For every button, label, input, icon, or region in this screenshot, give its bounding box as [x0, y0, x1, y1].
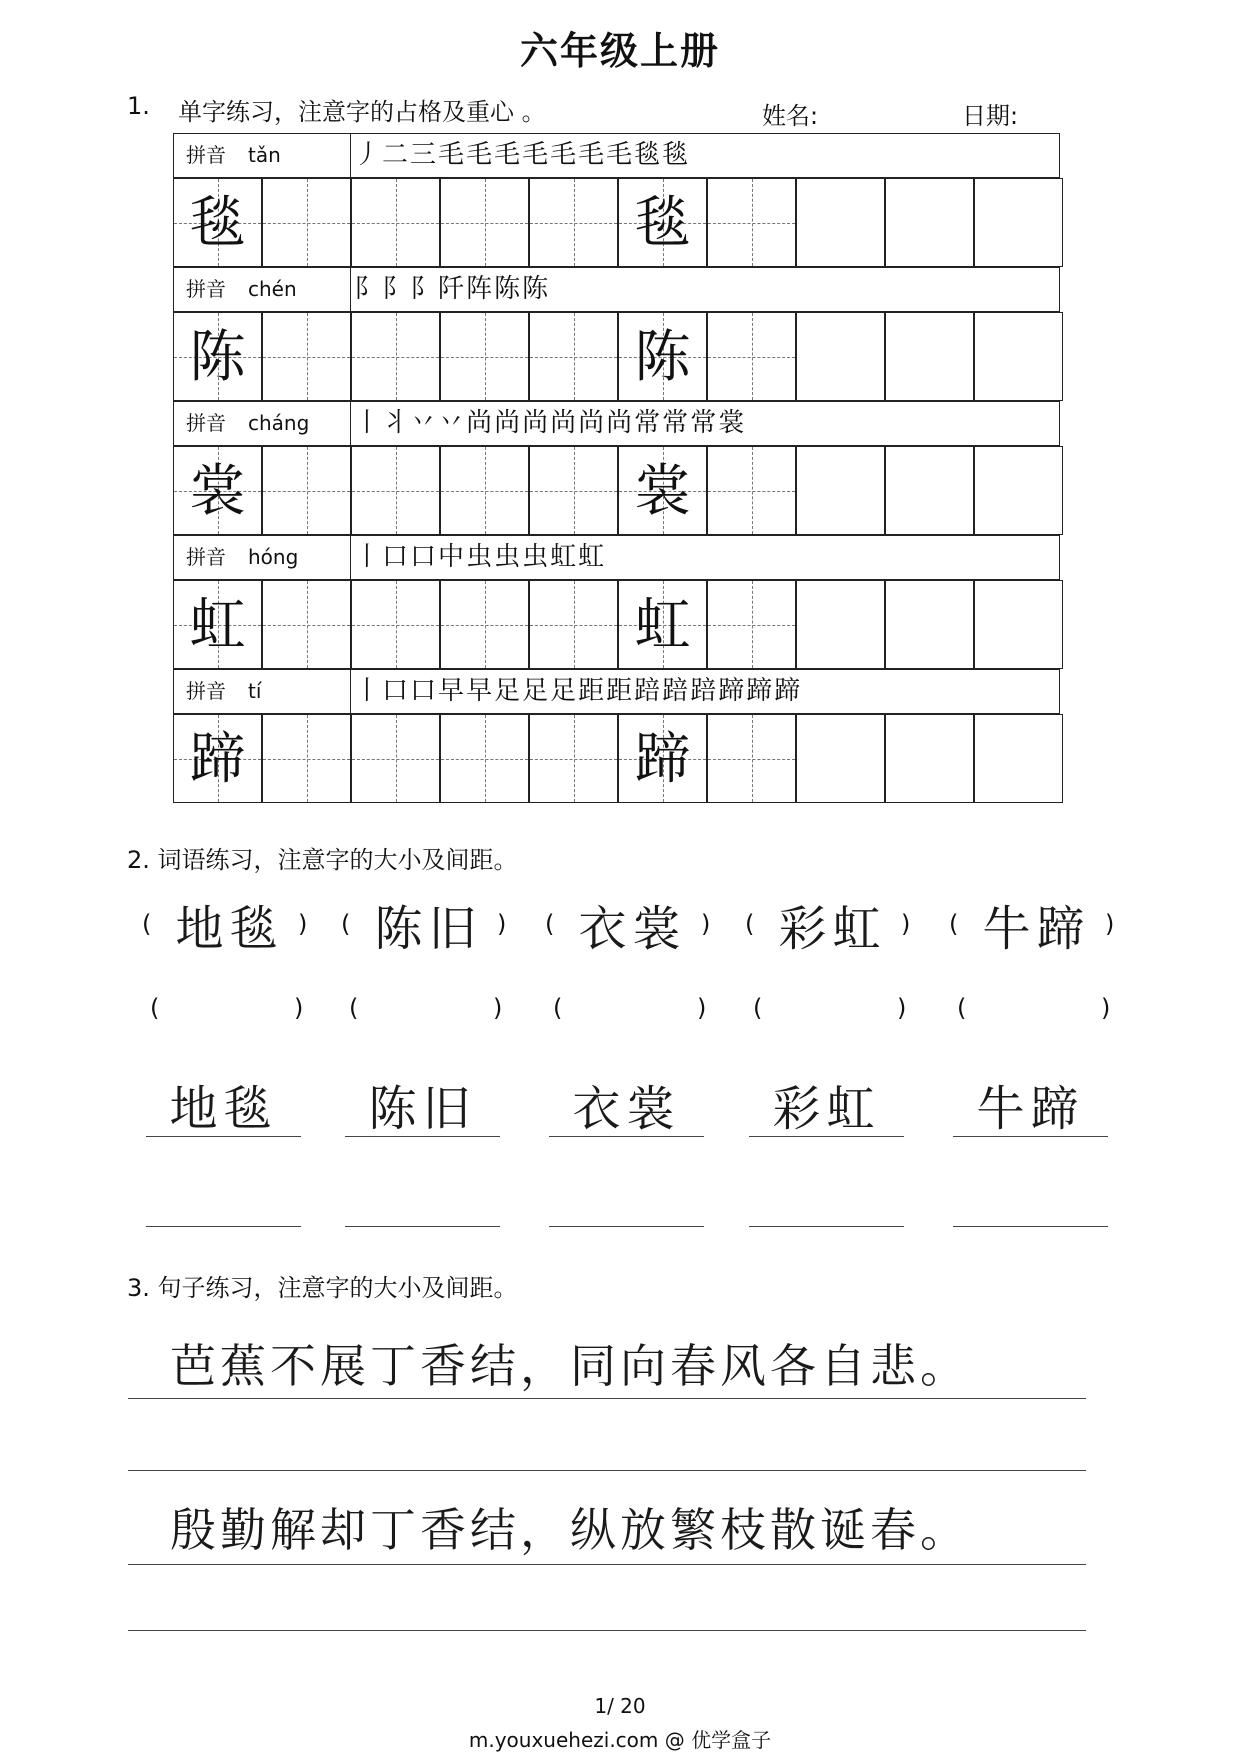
paren-close: ) — [1105, 910, 1115, 938]
word-underline — [146, 1136, 301, 1137]
pinyin-row — [173, 669, 1060, 714]
writing-cell[interactable] — [351, 178, 440, 267]
writing-cell[interactable] — [351, 714, 440, 803]
word-underline — [953, 1136, 1108, 1137]
writing-cell[interactable] — [618, 178, 707, 267]
character-practice-grid — [173, 133, 1060, 807]
model-character: 蹄 — [189, 727, 246, 792]
stroke-order — [354, 670, 802, 713]
word-model: 衣裳 — [578, 901, 687, 957]
word-trace: 衣裳 — [572, 1081, 681, 1137]
stroke-step: 陈 — [494, 274, 521, 304]
stroke-step: 虹 — [578, 542, 605, 572]
stroke-step: 陈 — [522, 274, 549, 304]
writing-cell[interactable] — [529, 178, 618, 267]
stroke-step: 三 — [410, 140, 437, 170]
pinyin-label-text: 拼音 — [186, 545, 226, 569]
word-trace: 彩虹 — [772, 1081, 881, 1137]
sentence-1: 芭蕉不展丁香结，同向春风各自悲。 — [170, 1339, 970, 1393]
writing-cell[interactable] — [529, 446, 618, 535]
writing-cell[interactable] — [707, 446, 796, 535]
pinyin-label-text: 拼音 — [186, 679, 226, 703]
writing-cell[interactable] — [262, 714, 351, 803]
model-character: 蹄 — [634, 727, 691, 792]
stroke-order — [354, 536, 606, 579]
writing-cell[interactable] — [885, 312, 974, 401]
paren-close: ) — [897, 994, 907, 1022]
stroke-step: 丨 — [354, 542, 381, 572]
stroke-step: 口 — [382, 676, 409, 706]
character-row — [173, 446, 1060, 535]
section3-heading: 3. 句子练习，注意字的大小及间距。 — [127, 1274, 518, 1302]
stroke-step: 虫 — [522, 542, 549, 572]
writing-cell[interactable] — [974, 446, 1063, 535]
pinyin-label — [174, 670, 351, 713]
word-trace: 牛蹄 — [976, 1081, 1085, 1137]
paren-open: ( — [745, 910, 755, 938]
word-model: 地毯 — [175, 901, 284, 957]
model-character: 陈 — [189, 325, 246, 390]
stroke-step: 踣 — [662, 676, 689, 706]
stroke-step: 常 — [690, 408, 717, 438]
writing-cell[interactable] — [173, 580, 262, 669]
section2-heading: 2. 词语练习，注意字的大小及间距。 — [127, 846, 518, 874]
paren-close: ) — [298, 910, 308, 938]
stroke-step: 足 — [494, 676, 521, 706]
writing-cell[interactable] — [173, 312, 262, 401]
page-number: 1/ 20 — [594, 1694, 646, 1718]
writing-cell[interactable] — [618, 446, 707, 535]
writing-cell[interactable] — [707, 312, 796, 401]
paren-close: ) — [497, 910, 507, 938]
character-row — [173, 580, 1060, 669]
stroke-step: 距 — [606, 676, 633, 706]
pinyin-value: chén — [248, 277, 297, 301]
stroke-order — [354, 268, 550, 311]
stroke-step: 早 — [438, 676, 465, 706]
stroke-step: 中 — [438, 542, 465, 572]
paren-close: ) — [1101, 994, 1111, 1022]
stroke-step: 毛 — [466, 140, 493, 170]
word-practice-line[interactable] — [749, 1226, 904, 1227]
pinyin-value: tǎn — [248, 143, 281, 167]
word-underline — [749, 1136, 904, 1137]
model-character: 毯 — [189, 191, 246, 256]
writing-cell[interactable] — [440, 446, 529, 535]
writing-cell[interactable] — [440, 312, 529, 401]
stroke-step: 足 — [522, 676, 549, 706]
paren-open: ( — [957, 994, 967, 1022]
writing-cell[interactable] — [974, 580, 1063, 669]
stroke-step: 丿 — [354, 140, 381, 170]
stroke-step: 蹄 — [746, 676, 773, 706]
writing-cell[interactable] — [529, 312, 618, 401]
date-label: 日期: — [962, 102, 1019, 130]
sentence-1-baseline — [128, 1398, 1086, 1399]
word-model: 陈旧 — [374, 901, 483, 957]
stroke-step: 阝 — [410, 274, 437, 304]
writing-cell[interactable] — [529, 714, 618, 803]
stroke-step: 蹄 — [774, 676, 801, 706]
pinyin-label — [174, 268, 351, 311]
stroke-step: 毛 — [522, 140, 549, 170]
pinyin-label-text: 拼音 — [186, 277, 226, 301]
word-trace: 地毯 — [169, 1081, 278, 1137]
character-row — [173, 714, 1060, 803]
stroke-step: 尚 — [578, 408, 605, 438]
name-label: 姓名: — [762, 102, 819, 130]
stroke-step: 毯 — [634, 140, 661, 170]
writing-cell[interactable] — [262, 580, 351, 669]
paren-open: ( — [545, 910, 555, 938]
section1-instruction: 单字练习，注意字的占格及重心 。 — [178, 98, 546, 126]
stroke-step: 二 — [382, 140, 409, 170]
writing-cell[interactable] — [707, 178, 796, 267]
stroke-step: 阵 — [466, 274, 493, 304]
stroke-order — [354, 134, 690, 177]
stroke-step: 虹 — [550, 542, 577, 572]
writing-cell[interactable] — [796, 714, 885, 803]
pinyin-label — [174, 402, 351, 445]
sentence-2-baseline — [128, 1564, 1086, 1565]
writing-cell[interactable] — [173, 178, 262, 267]
stroke-step: 足 — [550, 676, 577, 706]
stroke-step: 距 — [578, 676, 605, 706]
model-character: 陈 — [634, 325, 691, 390]
paren-close: ) — [697, 994, 707, 1022]
writing-cell[interactable] — [974, 714, 1063, 803]
writing-cell[interactable] — [173, 446, 262, 535]
paren-open: ( — [150, 994, 160, 1022]
paren-open: ( — [553, 994, 563, 1022]
sentence-2-practice-line — [128, 1630, 1086, 1631]
word-practice-line[interactable] — [146, 1226, 301, 1227]
pinyin-label-text: 拼音 — [186, 411, 226, 435]
paren-open: ( — [949, 910, 959, 938]
word-trace: 陈旧 — [368, 1081, 477, 1137]
character-row — [173, 312, 1060, 401]
word-underline — [549, 1136, 704, 1137]
stroke-step: 尚 — [550, 408, 577, 438]
stroke-step: 尚 — [466, 408, 493, 438]
stroke-step: 阝 — [354, 274, 381, 304]
writing-cell[interactable] — [796, 178, 885, 267]
word-model: 彩虹 — [778, 901, 887, 957]
writing-cell[interactable] — [796, 446, 885, 535]
stroke-step: 尚 — [494, 408, 521, 438]
pinyin-value: hóng — [248, 545, 299, 569]
stroke-step: 蹄 — [718, 676, 745, 706]
stroke-step: 阡 — [438, 274, 465, 304]
stroke-step: 丨 — [354, 676, 381, 706]
stroke-step: 裳 — [718, 408, 745, 438]
model-character: 裳 — [634, 459, 691, 524]
writing-cell[interactable] — [707, 580, 796, 669]
stroke-step: 口 — [410, 676, 437, 706]
writing-cell[interactable] — [440, 714, 529, 803]
pinyin-label — [174, 134, 351, 177]
writing-cell[interactable] — [707, 714, 796, 803]
word-underline — [345, 1136, 500, 1137]
stroke-step: 毛 — [578, 140, 605, 170]
stroke-step: 毛 — [606, 140, 633, 170]
stroke-step: 虫 — [466, 542, 493, 572]
stroke-step: 毛 — [494, 140, 521, 170]
writing-cell[interactable] — [351, 580, 440, 669]
pinyin-row — [173, 535, 1060, 580]
paren-close: ) — [294, 994, 304, 1022]
writing-cell[interactable] — [974, 178, 1063, 267]
stroke-step: 毛 — [438, 140, 465, 170]
stroke-step: 毯 — [662, 140, 689, 170]
writing-cell[interactable] — [618, 714, 707, 803]
site-credit: m.youxuehezi.com @ 优学盒子 — [468, 1728, 772, 1752]
pinyin-row — [173, 267, 1060, 312]
writing-cell[interactable] — [885, 446, 974, 535]
writing-cell[interactable] — [885, 178, 974, 267]
writing-cell[interactable] — [796, 312, 885, 401]
stroke-step: 丬 — [382, 408, 409, 438]
model-character: 裳 — [189, 459, 246, 524]
pinyin-value: tí — [248, 679, 262, 703]
stroke-step: 毛 — [550, 140, 577, 170]
stroke-step: 尚 — [606, 408, 633, 438]
writing-cell[interactable] — [351, 312, 440, 401]
character-row — [173, 178, 1060, 267]
writing-cell[interactable] — [618, 580, 707, 669]
word-practice-line[interactable] — [345, 1226, 500, 1227]
word-practice-line[interactable] — [953, 1226, 1108, 1227]
stroke-step: 丷 — [438, 408, 465, 438]
page-title: 六年级上册 — [519, 29, 720, 73]
paren-open: ( — [341, 910, 351, 938]
writing-cell[interactable] — [351, 446, 440, 535]
sentence-2: 殷勤解却丁香结，纵放繁枝散诞春。 — [170, 1503, 970, 1557]
writing-cell[interactable] — [796, 580, 885, 669]
writing-cell[interactable] — [262, 312, 351, 401]
writing-cell[interactable] — [885, 580, 974, 669]
writing-cell[interactable] — [440, 178, 529, 267]
pinyin-value: cháng — [248, 411, 310, 435]
paren-close: ) — [493, 994, 503, 1022]
paren-close: ) — [901, 910, 911, 938]
paren-close: ) — [701, 910, 711, 938]
model-character: 毯 — [634, 191, 691, 256]
writing-cell[interactable] — [440, 580, 529, 669]
stroke-step: 口 — [410, 542, 437, 572]
paren-open: ( — [142, 910, 152, 938]
section1-number: 1. — [127, 92, 150, 120]
writing-cell[interactable] — [262, 178, 351, 267]
writing-cell[interactable] — [618, 312, 707, 401]
pinyin-row — [173, 133, 1060, 178]
writing-cell[interactable] — [173, 714, 262, 803]
stroke-step: 口 — [382, 542, 409, 572]
writing-cell[interactable] — [885, 714, 974, 803]
writing-cell[interactable] — [529, 580, 618, 669]
stroke-order — [354, 402, 746, 445]
stroke-step: 丨 — [354, 408, 381, 438]
paren-open: ( — [349, 994, 359, 1022]
writing-cell[interactable] — [262, 446, 351, 535]
pinyin-label — [174, 536, 351, 579]
sentence-1-practice-line — [128, 1470, 1086, 1471]
model-character: 虹 — [189, 593, 246, 658]
stroke-step: 虫 — [494, 542, 521, 572]
writing-cell[interactable] — [974, 312, 1063, 401]
word-practice-line[interactable] — [549, 1226, 704, 1227]
stroke-step: 常 — [634, 408, 661, 438]
stroke-step: 早 — [466, 676, 493, 706]
stroke-step: 丷 — [410, 408, 437, 438]
stroke-step: 常 — [662, 408, 689, 438]
model-character: 虹 — [634, 593, 691, 658]
stroke-step: 阝 — [382, 274, 409, 304]
stroke-step: 尚 — [522, 408, 549, 438]
word-model: 牛蹄 — [982, 901, 1091, 957]
pinyin-row — [173, 401, 1060, 446]
stroke-step: 踣 — [690, 676, 717, 706]
paren-open: ( — [753, 994, 763, 1022]
pinyin-label-text: 拼音 — [186, 143, 226, 167]
stroke-step: 踣 — [634, 676, 661, 706]
